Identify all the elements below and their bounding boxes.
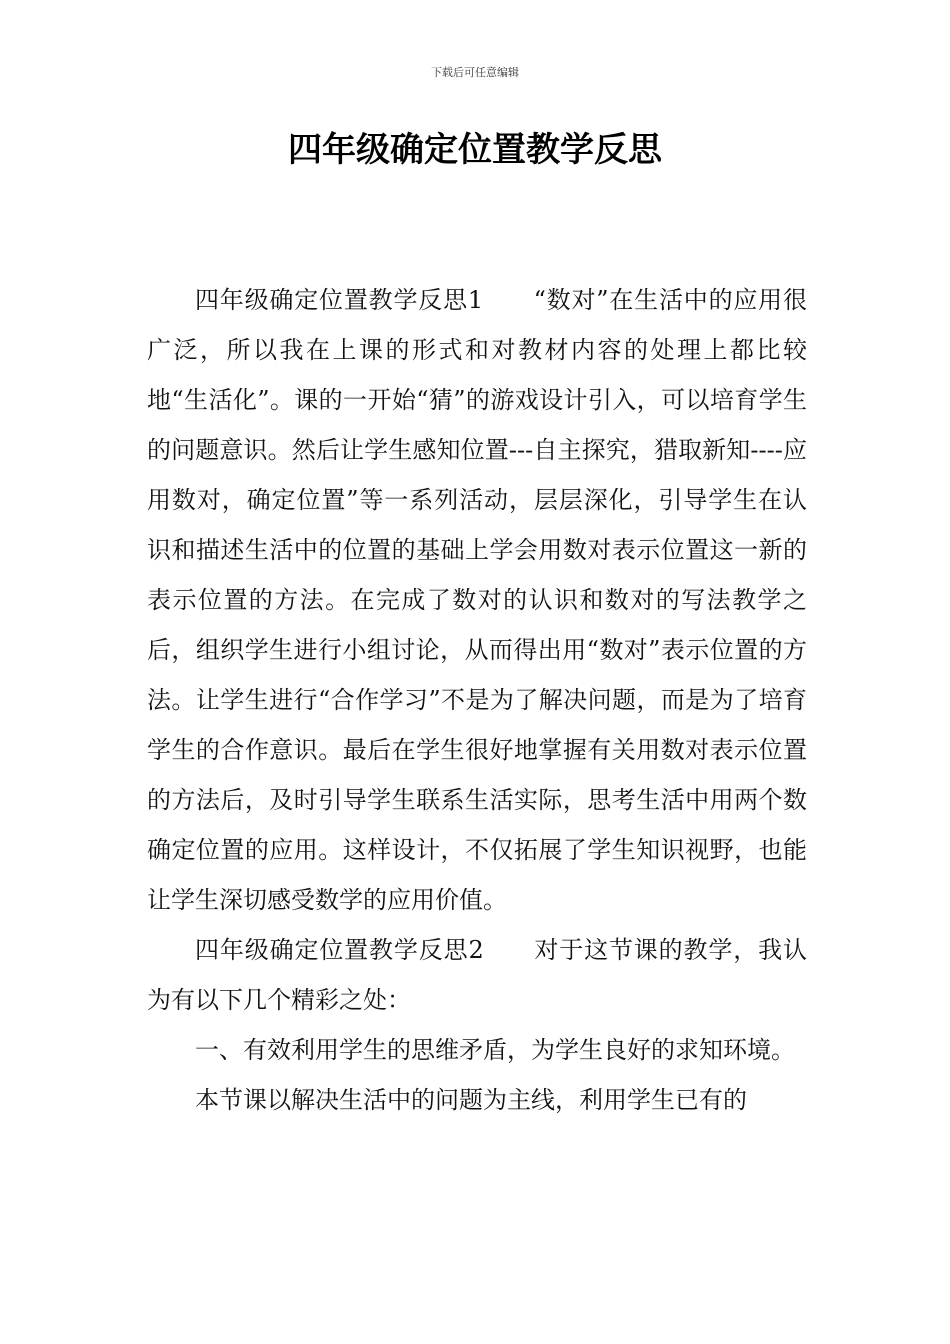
- document-body: [147, 275, 807, 1125]
- paragraph: 本节课以解决生活中的问题为主线，利用学生已有的: [195, 1086, 747, 1114]
- header-note: 下载后可任意编辑: [431, 66, 519, 79]
- paragraph: 一、有效利用学生的思维矛盾，为学生良好的求知环境。: [195, 1036, 795, 1064]
- document-title: 四年级确定位置教学反思: [288, 130, 662, 170]
- paragraph: 四年级确定位置教学反思1 “数对”在生活中的应用很广泛，所以我在上课的形式和对教材内容的处理上都比较地“生活化”。课的一开始“猜”的游戏设计引入，可以培育学生的问题意识。然后让学生感知位置---自主探究，猎取新知----应用数对，确定位置”等一系列活动，层层深化，引导学生在认识和描述生活中的位置的基础上学会用数对表示位置这一新的表示位置的方法。在完成了数对的认识和数对的写法教学之后，组织学生进行小组讨论，从而得出用“数对”表示位置的方法。让学生进行“合作学习”不是为了解决问题，而是为了培育学生的合作意识。最后在学生很好地掌握有关用数对表示位置的方法后，及时引导学生联系生活实际，思考生活中用两个数确定位置的应用。这样设计，不仅拓展了学生知识视野，也能让学生深切感受数学的应用价值。: [147, 286, 807, 914]
- paragraph: 四年级确定位置教学反思2 对于这节课的教学，我认为有以下几个精彩之处：: [147, 936, 807, 1014]
